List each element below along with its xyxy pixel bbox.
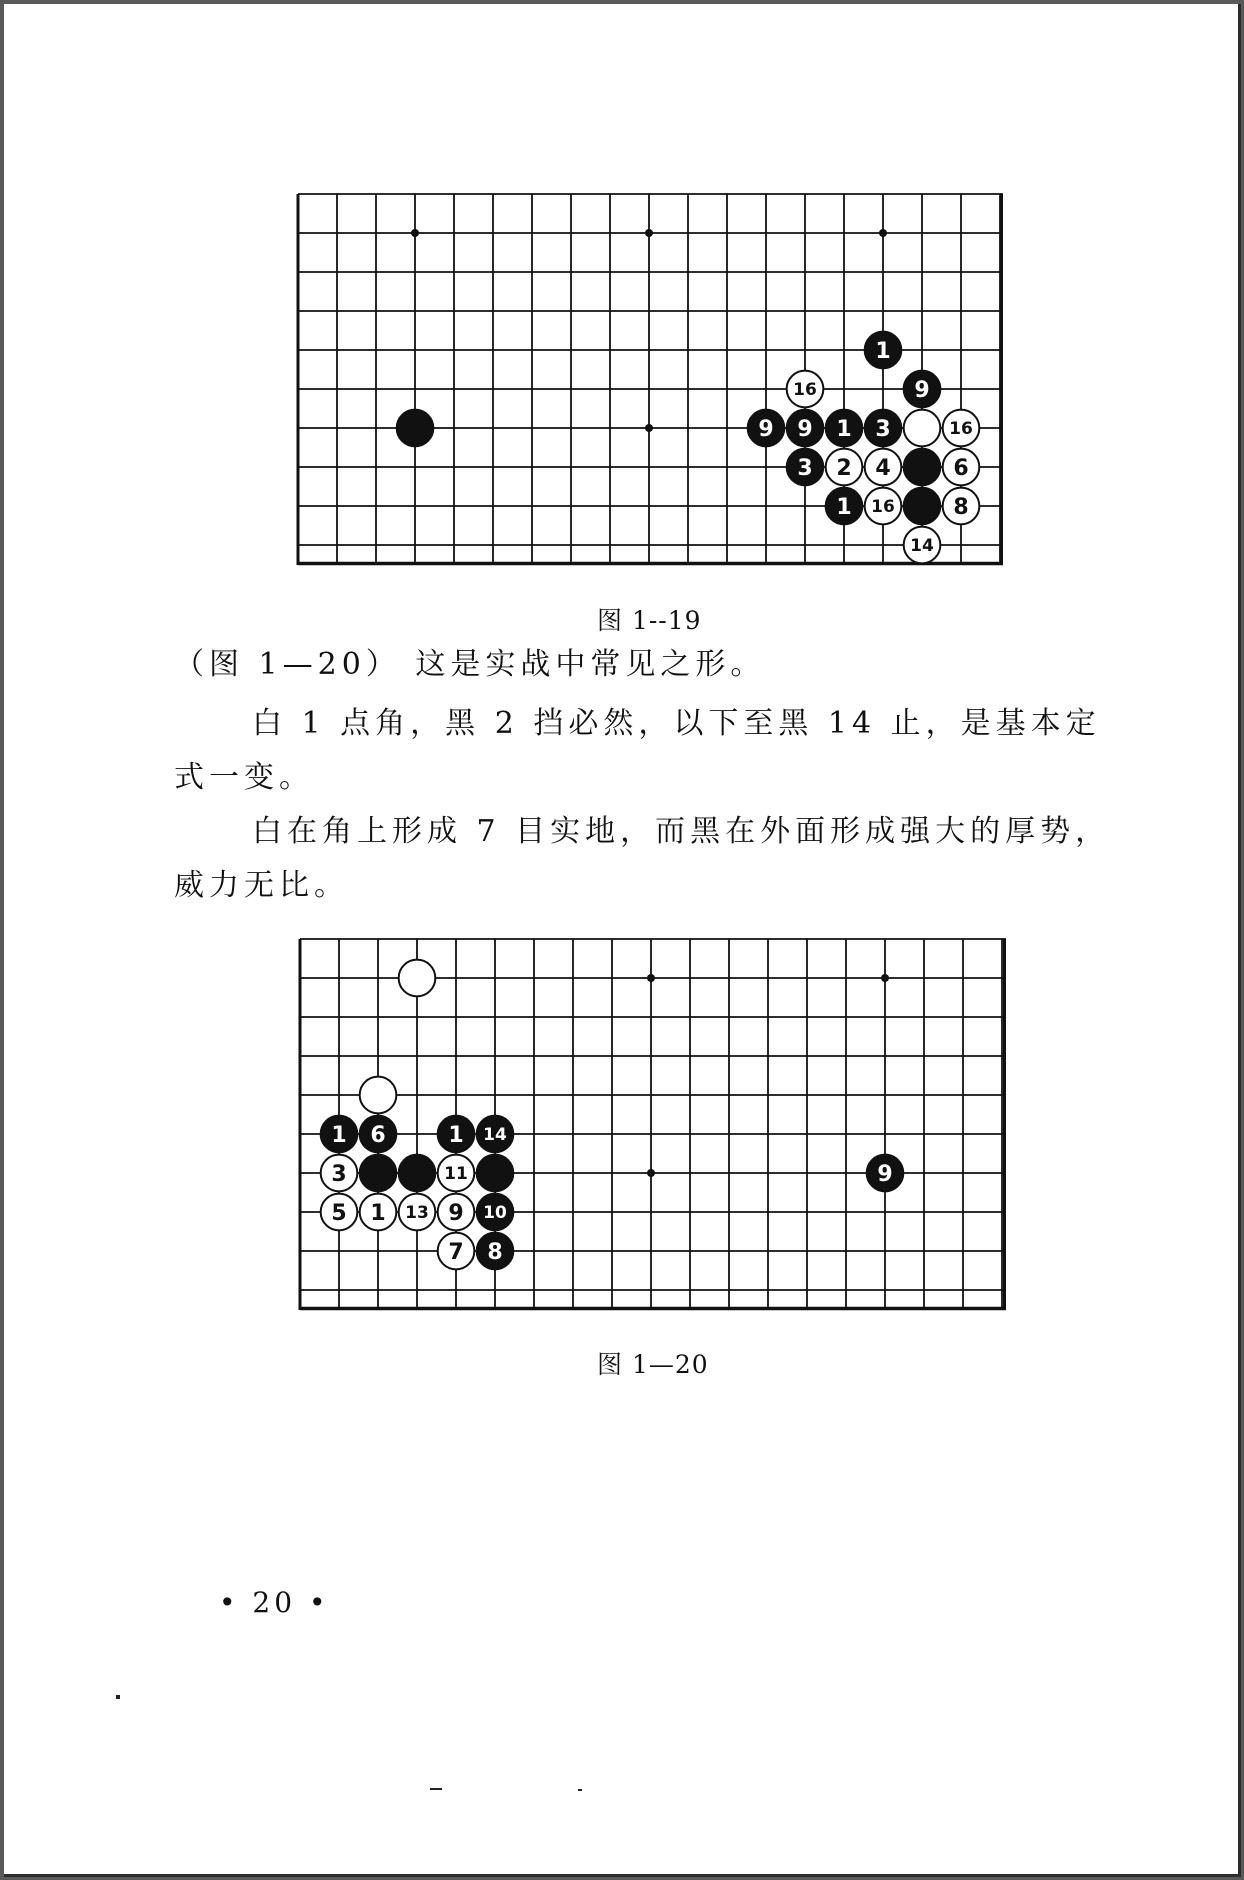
board-svg — [298, 194, 1003, 565]
black-stone — [826, 488, 863, 525]
white-stone — [321, 1155, 358, 1192]
black-stone — [360, 1155, 397, 1192]
white-stone — [904, 410, 941, 447]
black-stone — [748, 410, 785, 447]
scan-speck — [578, 1789, 582, 1791]
move-number-label: 8 — [953, 494, 969, 520]
white-stone — [321, 1194, 358, 1231]
star-point — [879, 229, 887, 237]
white-stone — [787, 371, 824, 408]
move-number-label: 9 — [877, 1161, 893, 1187]
white-stone — [399, 1194, 436, 1231]
move-number-label: 14 — [483, 1125, 507, 1146]
scan-speck — [116, 1695, 120, 1699]
black-stone — [787, 449, 824, 486]
white-stone — [865, 488, 902, 525]
paragraph-figure-intro: （图 1—20） 这是实战中常见之形。 — [174, 647, 766, 682]
move-number-label: 16 — [871, 497, 895, 518]
move-number-label: 1 — [836, 416, 852, 442]
figure-caption-1-20: 图 1—20 — [597, 1350, 709, 1379]
black-stone — [438, 1116, 475, 1153]
move-number-label: 11 — [444, 1164, 468, 1185]
black-stone — [865, 332, 902, 369]
move-number-label: 9 — [914, 377, 930, 403]
white-stone — [438, 1155, 475, 1192]
white-stone — [360, 1194, 397, 1231]
star-point — [647, 974, 655, 982]
white-stone — [438, 1233, 475, 1270]
move-number-label: 4 — [875, 455, 891, 481]
move-number-label: 9 — [797, 416, 813, 442]
star-point — [647, 1169, 655, 1177]
move-number-label: 9 — [758, 416, 774, 442]
scan-speck — [430, 1788, 442, 1790]
black-stone — [904, 449, 941, 486]
black-stone — [477, 1233, 514, 1270]
white-stone — [943, 449, 980, 486]
board-svg — [300, 939, 1006, 1310]
black-stone — [867, 1155, 904, 1192]
book-page — [4, 4, 1241, 1877]
move-number-label: 1 — [370, 1200, 386, 1226]
move-number-label: 1 — [836, 494, 852, 520]
move-number-label: 14 — [910, 536, 934, 557]
go-board-figure-1-20 — [300, 939, 1006, 1310]
black-stone — [477, 1155, 514, 1192]
move-number-label: 2 — [836, 455, 852, 481]
move-number-label: 6 — [953, 455, 969, 481]
move-number-label: 1 — [448, 1122, 464, 1148]
black-stone — [321, 1116, 358, 1153]
black-stone — [787, 410, 824, 447]
star-point — [411, 229, 419, 237]
black-stone — [865, 410, 902, 447]
black-stone — [904, 488, 941, 525]
white-stone — [904, 527, 941, 564]
move-number-label: 9 — [448, 1200, 464, 1226]
move-number-label: 6 — [370, 1122, 386, 1148]
white-stone — [399, 960, 436, 997]
figure-caption-1-19: 图 1--19 — [597, 606, 702, 635]
star-point — [881, 974, 889, 982]
page-number: • 20 • — [219, 1586, 330, 1619]
move-number-label: 1 — [331, 1122, 347, 1148]
move-number-label: 16 — [793, 380, 817, 401]
go-board-figure-1-19 — [298, 194, 1003, 565]
white-stone — [865, 449, 902, 486]
black-stone — [477, 1116, 514, 1153]
star-point — [645, 229, 653, 237]
white-stone — [826, 449, 863, 486]
move-number-label: 13 — [405, 1203, 429, 1224]
white-stone — [360, 1077, 397, 1114]
black-stone — [477, 1194, 514, 1231]
move-number-label: 5 — [331, 1200, 347, 1226]
white-stone — [943, 410, 980, 447]
move-number-label: 3 — [331, 1161, 347, 1187]
paragraph-move-sequence: 白 1 点角，黑 2 挡必然，以下至黑 14 止，是基本定式一变。 — [174, 706, 1101, 795]
black-stone — [826, 410, 863, 447]
white-stone — [943, 488, 980, 525]
move-number-label: 1 — [875, 338, 891, 364]
move-number-label: 8 — [487, 1239, 503, 1265]
move-number-label: 3 — [797, 455, 813, 481]
move-number-label: 3 — [875, 416, 891, 442]
move-number-label: 7 — [448, 1239, 464, 1265]
move-number-label: 16 — [949, 419, 973, 440]
paragraph-evaluation: 白在角上形成 7 目实地，而黑在外面形成强大的厚势，威力无比。 — [174, 814, 1111, 903]
black-stone — [360, 1116, 397, 1153]
black-stone — [397, 410, 434, 447]
black-stone — [904, 371, 941, 408]
white-stone — [438, 1194, 475, 1231]
star-point — [645, 424, 653, 432]
black-stone — [399, 1155, 436, 1192]
move-number-label: 10 — [483, 1203, 507, 1224]
